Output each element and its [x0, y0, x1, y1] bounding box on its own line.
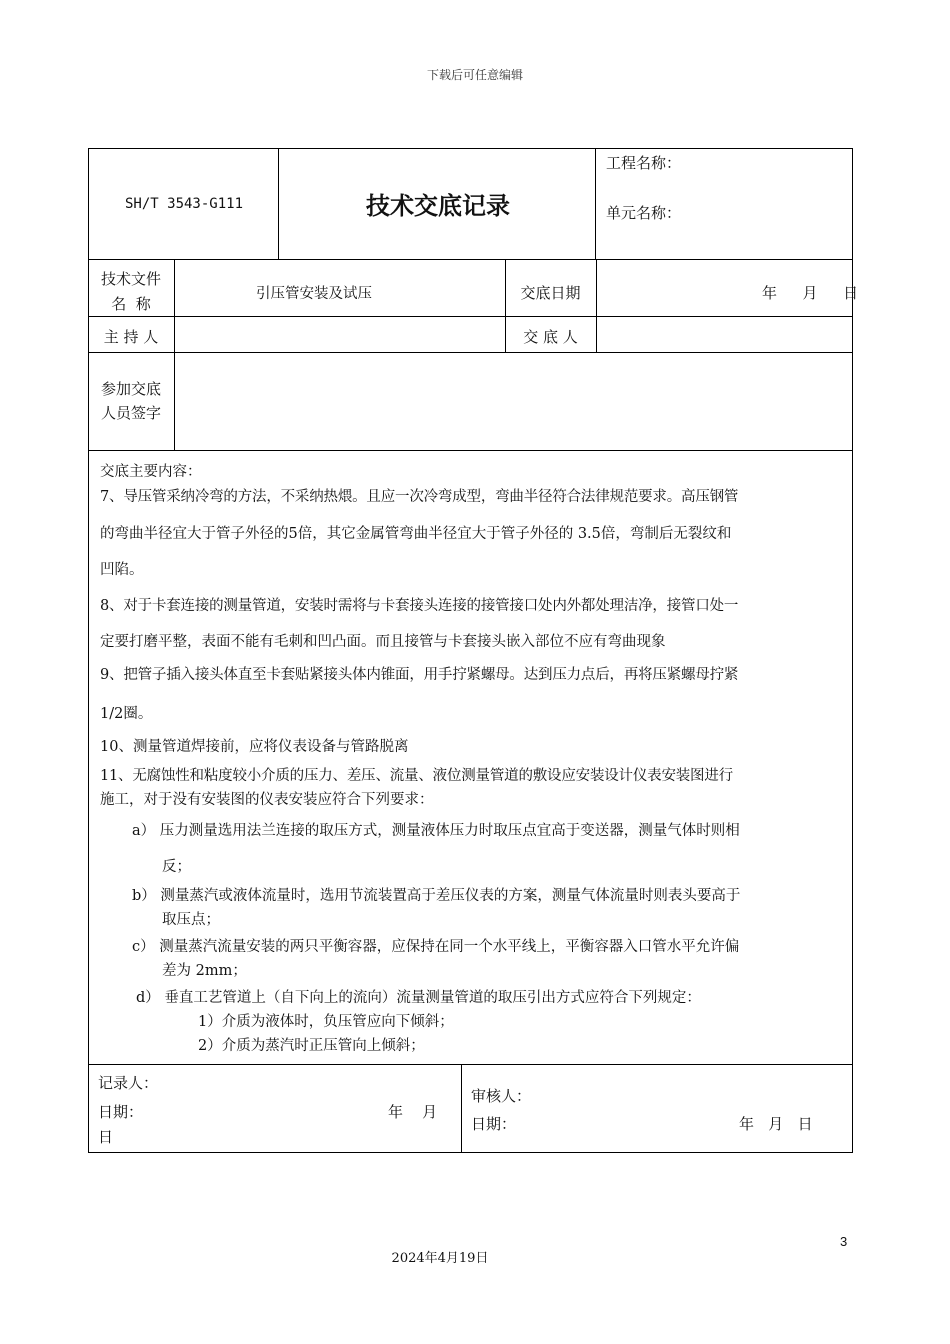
row-divider-2	[88, 352, 853, 353]
content-heading: 交底主要内容：	[100, 464, 202, 480]
content-line: 取压点；	[162, 912, 220, 928]
content-line: 凹陷。	[100, 562, 144, 578]
content-line: 1/2圈。	[100, 706, 153, 722]
row-divider-header	[88, 259, 853, 260]
content-line: 8、对于卡套连接的测量管道，安装时需将与卡套接头连接的接管接口处内外都处理洁净，接管口处一	[100, 598, 739, 614]
content-line: 施工，对于没有安装图的仪表安装应符合下列要求：	[100, 792, 434, 808]
project-name-label: 工程名称：	[606, 154, 682, 172]
left-date-value: 年 月	[388, 1103, 438, 1121]
left-date-day: 日	[98, 1128, 114, 1146]
briefing-date-value: 年 月 日	[762, 284, 859, 302]
content-line: d） 垂直工艺管道上（自下向上的流向）流量测量管道的取压引出方式应符合下列规定：	[136, 990, 701, 1006]
host-label: 主 持 人	[103, 328, 159, 346]
row-divider-content	[88, 1064, 853, 1065]
col-divider-label	[174, 259, 175, 450]
right-date-value: 年 月 日	[739, 1115, 813, 1133]
header-note: 下载后可任意编辑	[426, 68, 523, 82]
reviewer-label: 审核人：	[471, 1087, 532, 1105]
doc-label-line1: 技术文件	[100, 270, 161, 288]
content-line: 11、无腐蚀性和粘度较小介质的压力、差压、流量、液位测量管道的敷设应安装设计仪表安装图进行	[100, 768, 733, 784]
left-date-label: 日期：	[98, 1103, 144, 1121]
recorder-label: 记录人：	[98, 1074, 159, 1092]
col-divider-h1	[278, 148, 279, 259]
unit-name-label: 单元名称：	[606, 204, 682, 222]
form-code: SH/T 3543-G111	[125, 196, 244, 212]
content-line: 9、把管子插入接头体直至卡套贴紧接头体内锥面，用手拧紧螺母。达到压力点后，再将压紧螺母拧紧	[100, 667, 739, 683]
footer-date: 2024年4月19日	[391, 1251, 489, 1266]
content-line: 差为 2mm；	[162, 963, 247, 979]
briefing-date-label: 交底日期	[520, 284, 581, 302]
content-line: a） 压力测量选用法兰连接的取压方式，测量液体压力时取压点宜高于变送器，测量气体时则相	[132, 823, 740, 839]
content-line: 2）介质为蒸汽时正压管向上倾斜；	[198, 1038, 425, 1054]
participants-label-line2: 人员签字	[100, 404, 161, 422]
row-divider-3	[88, 450, 853, 451]
right-date-label: 日期：	[471, 1115, 517, 1133]
page-title: 技术交底记录	[366, 192, 510, 220]
col-divider-mid2	[596, 259, 597, 352]
row-divider-1	[88, 316, 853, 317]
participants-label-line1: 参加交底	[100, 380, 161, 398]
col-divider-footer	[461, 1064, 462, 1153]
presenter-label: 交 底 人	[523, 328, 578, 346]
page-number: 3	[840, 1234, 848, 1249]
doc-label-line2: 名 称	[111, 295, 151, 313]
content-line: 1）介质为液体时，负压管应向下倾斜；	[198, 1014, 454, 1030]
content-line: 7、导压管采纳冷弯的方法，不采纳热煨。且应一次冷弯成型，弯曲半径符合法律规范要求。高压钢管	[100, 489, 739, 505]
content-line: 定要打磨平整，表面不能有毛刺和凹凸面。而且接管与卡套接头嵌入部位不应有弯曲现象	[100, 634, 666, 650]
doc-name-value: 引压管安装及试压	[256, 286, 372, 302]
content-line: 10、测量管道焊接前，应将仪表设备与管路脱离	[100, 739, 409, 755]
content-line: 反；	[162, 859, 191, 875]
content-line: 的弯曲半径宜大于管子外径的5倍，其它金属管弯曲半径宜大于管子外径的 3.5倍，弯制后无裂纹和	[100, 526, 732, 542]
content-line: c） 测量蒸汽流量安装的两只平衡容器，应保持在同一个水平线上，平衡容器入口管水平允许偏	[132, 939, 740, 955]
content-line: b） 测量蒸汽或液体流量时，选用节流装置高于差压仪表的方案，测量气体流量时则表头要高于	[132, 888, 741, 904]
